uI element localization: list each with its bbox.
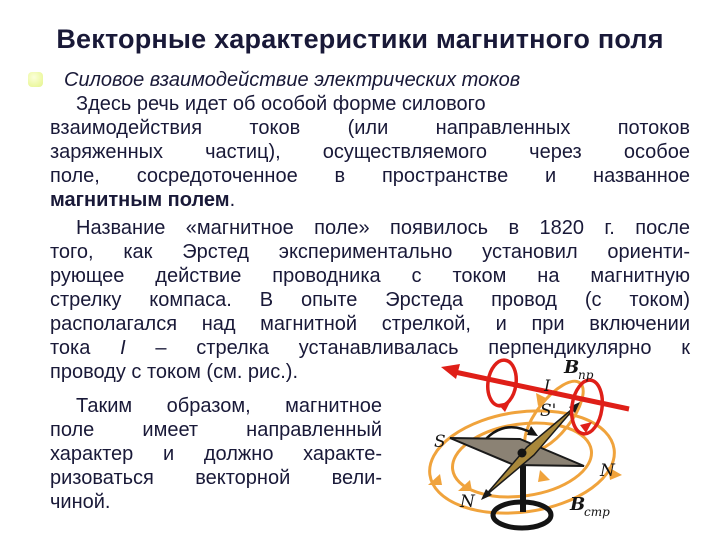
bullet-heading: Силовое взаимодействие электрических токов — [64, 69, 521, 91]
text-line: рующее действие проводника с током на магнитную — [50, 265, 690, 287]
label-pole-n-right: N — [600, 461, 615, 481]
text-line: Таким образом, магнитное — [76, 395, 382, 417]
label-b-needle-sub: стр — [584, 505, 610, 519]
label-pole-n-lower: N — [460, 492, 475, 512]
figure-drawing — [404, 352, 716, 538]
text-line: чиной. — [50, 491, 111, 513]
text-line — [50, 188, 690, 212]
wire-arrowhead-icon — [441, 364, 460, 379]
paragraph-conclusion — [50, 394, 382, 514]
text-line: характер и должно характе- — [50, 443, 382, 465]
text-fragment: тока — [50, 337, 121, 359]
label-b-wire: B — [564, 357, 580, 378]
text-line: стрелку компаса. В опыте Эрстеда провод (с током) — [50, 289, 690, 311]
current-symbol: I — [120, 337, 126, 359]
field-arrowhead-icon — [538, 470, 550, 482]
label-pole-s-prime: S' — [540, 401, 557, 421]
text-line: ризоваться векторной вели- — [50, 467, 382, 489]
bullet-item — [28, 68, 520, 92]
text-line: взаимодействия токов (или направленных потоков — [50, 117, 690, 139]
label-current: I — [544, 376, 551, 395]
slide-title: Векторные характеристики магнитного поля — [56, 24, 664, 54]
paragraph-field-definition — [50, 92, 690, 212]
text-line: поле имеет направленный — [50, 419, 382, 441]
text-line: того, как Эрстед экспериментально установил ориенти- — [50, 241, 690, 263]
label-b-needle: B — [570, 494, 586, 515]
text-fragment: . — [229, 189, 236, 211]
text-line: Название «магнитное поле» появилось в 1820 г. после — [76, 217, 690, 239]
bullet-square-icon — [28, 72, 43, 87]
pivot-point — [518, 449, 527, 458]
text-line: располагался над магнитной стрелкой, и при включении — [50, 313, 690, 335]
text-line: проводу с током (см. рис.). — [50, 361, 298, 383]
bold-term: магнитным полем — [50, 189, 230, 211]
label-pole-s: S — [434, 432, 446, 452]
text-line: поле, сосредоточенное в пространстве и названное — [50, 165, 690, 187]
text-line: Здесь речь идет об особой форме силового — [76, 93, 486, 115]
label-b-wire-sub: пр — [578, 368, 594, 382]
text-line: заряженных частиц), осуществляемого через особое — [50, 141, 690, 163]
text-fragment: – стрелка устанавливалась перпендикулярно к — [125, 337, 690, 359]
oersted-experiment-figure — [404, 352, 716, 538]
